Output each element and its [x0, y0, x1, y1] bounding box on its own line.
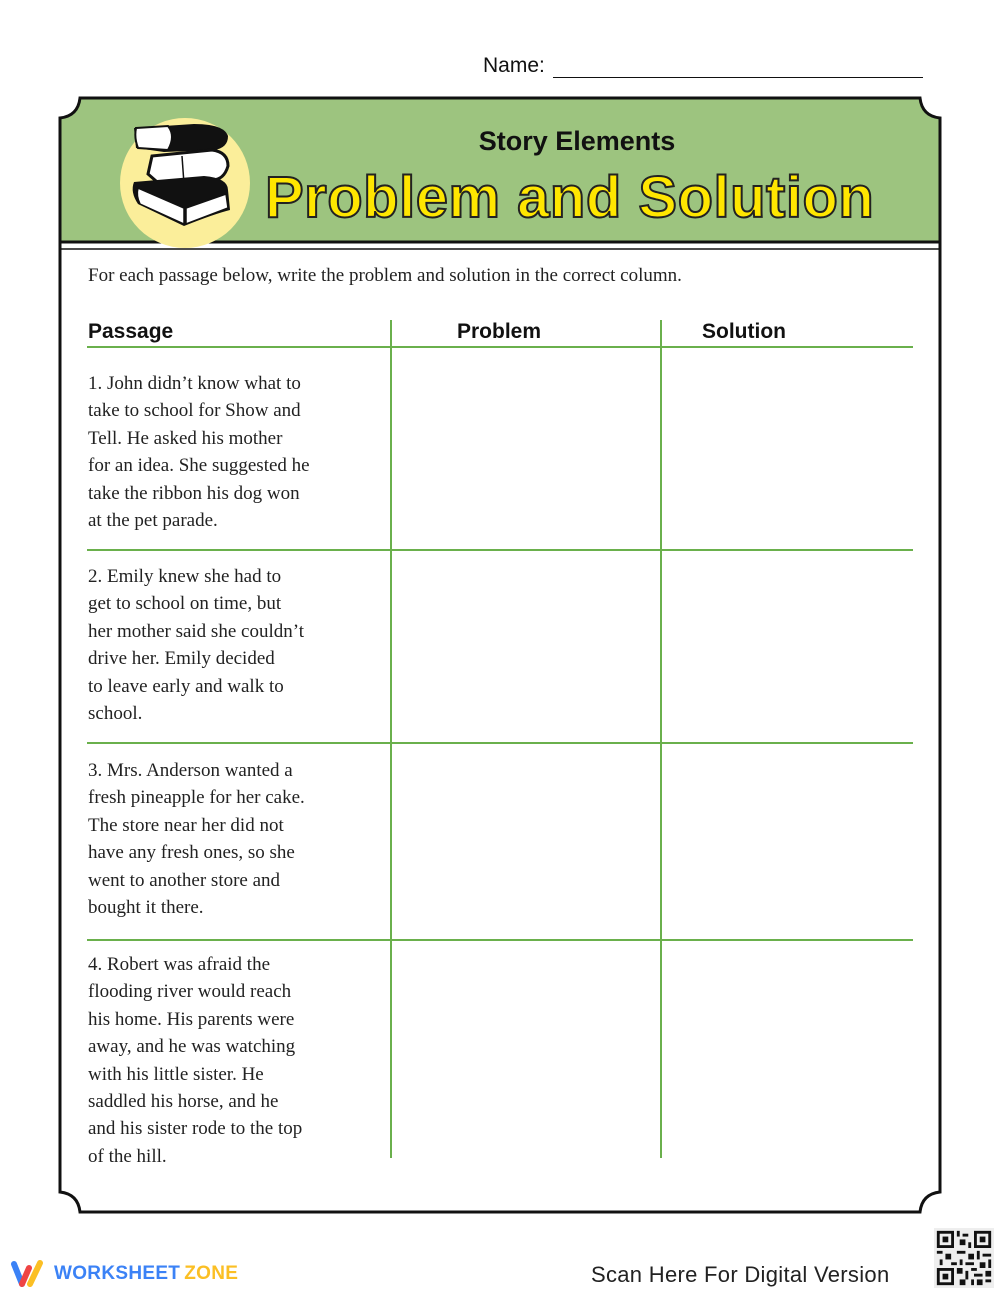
page-title: Problem and Solution — [265, 165, 875, 230]
instructions: For each passage below, write the problem and solution in the correct column. — [88, 265, 682, 286]
passage-line: 1. John didn’t know what to — [88, 373, 301, 394]
solution-answer-4[interactable] — [663, 942, 913, 1156]
passage-line: flooding river would reach — [88, 981, 292, 1003]
passage-line: take the ribbon his dog won — [88, 482, 300, 504]
passage-1 — [88, 370, 368, 534]
problem-answer-2[interactable] — [393, 552, 659, 741]
passage-line: for an idea. She suggested he — [88, 455, 310, 477]
passage-line: get to school on time, but — [88, 593, 282, 615]
passage-line: have any fresh ones, so she — [88, 842, 295, 864]
name-field — [483, 54, 923, 78]
qr-code-icon[interactable] — [934, 1228, 994, 1288]
passage-line: Tell. He asked his mother — [88, 427, 283, 449]
column-divider — [660, 320, 662, 1158]
passage-line: The store near her did not — [88, 814, 284, 836]
passage-line: take to school for Show and — [88, 400, 301, 422]
column-header-passage: Passage — [88, 320, 174, 343]
worksheet-zone-logo[interactable] — [10, 1259, 238, 1289]
brand-name-zone: ZONE — [184, 1263, 239, 1284]
passage-line: drive her. Emily decided — [88, 648, 275, 670]
passage-3 — [88, 757, 368, 921]
passage-line: bought it there. — [88, 897, 204, 919]
passage-line: fresh pineapple for her cake. — [88, 787, 305, 809]
header-banner — [60, 98, 940, 242]
passage-line: to leave early and walk to — [88, 675, 284, 697]
passage-line: school. — [88, 703, 143, 725]
passage-line: at the pet parade. — [88, 510, 218, 532]
column-header-solution: Solution — [702, 320, 786, 343]
column-divider — [390, 320, 392, 1158]
passage-line: her mother said she couldn’t — [88, 620, 304, 642]
passage-line: of the hill. — [88, 1145, 167, 1167]
brand-name-worksheet: WORKSHEET — [54, 1263, 181, 1284]
passage-line: 3. Mrs. Anderson wanted a — [88, 760, 293, 781]
passage-line: his home. His parents were — [88, 1008, 295, 1030]
solution-answer-2[interactable] — [663, 552, 913, 741]
subtitle: Story Elements — [478, 126, 676, 156]
row-divider — [87, 742, 913, 744]
name-label: Name: — [483, 54, 545, 77]
passage-line: and his sister rode to the top — [88, 1118, 303, 1140]
qr-code-graphic — [934, 1228, 994, 1288]
row-divider — [87, 939, 913, 941]
header-divider — [87, 346, 913, 348]
passage-4 — [88, 951, 368, 1170]
solution-answer-1[interactable] — [663, 349, 913, 548]
problem-answer-3[interactable] — [393, 745, 659, 938]
passage-line: away, and he was watching — [88, 1036, 296, 1058]
passage-line: saddled his horse, and he — [88, 1091, 279, 1113]
passage-2 — [88, 563, 368, 727]
passage-line: 4. Robert was afraid the — [88, 954, 271, 975]
row-divider — [87, 549, 913, 551]
column-header-problem: Problem — [457, 320, 542, 343]
worksheet-zone-logo-icon — [10, 1259, 46, 1289]
passage-line: 2. Emily knew she had to — [88, 566, 282, 587]
problem-answer-4[interactable] — [393, 942, 659, 1156]
name-input-line[interactable] — [553, 55, 923, 78]
problem-answer-1[interactable] — [393, 349, 659, 548]
passage-line: with his little sister. He — [88, 1063, 264, 1085]
scan-digital-version-text: Scan Here For Digital Version — [591, 1262, 890, 1287]
passage-line: went to another store and — [88, 869, 281, 891]
solution-answer-3[interactable] — [663, 745, 913, 938]
